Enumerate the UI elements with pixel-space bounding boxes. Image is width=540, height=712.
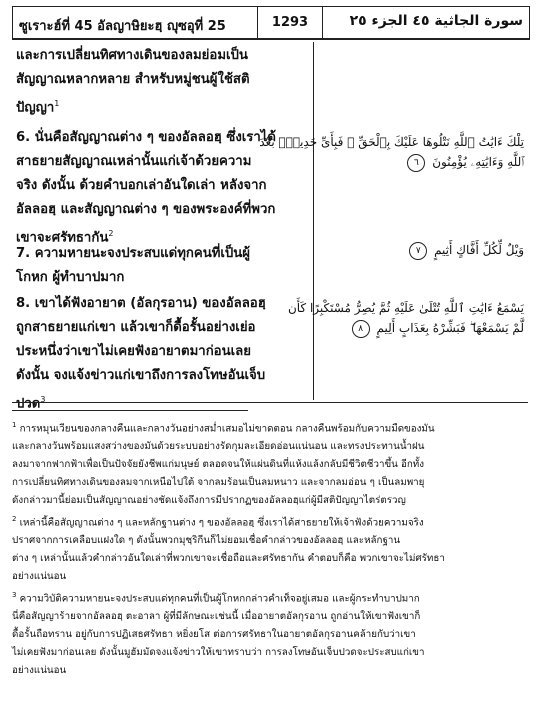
ayah-number-marker: ٦	[407, 154, 425, 172]
footnote-1: $^1$ การหมุนเวียนของกลางคืนและกลางวันอย่างสม่ำเสมอไม่ขาดตอน กลางคืนพร้อมกับความมืดของมัน และกลางวันพร้อมแสงสว่างของมันด้วยระบบอย่างรัดกุมละเอียดอ่อนแน่นอน และทรงประทานน้ำฝน ลงมาจากฟากฟ้าเพื่อเป็นปัจจัยยังชีพแก่มนุษย์ ตลอดจนให้แผ่นดินที่แห้งแล้งกลับมีชีวิตชีวาขึ้น อีกทั้ง การเปลี่ยนทิศทางเดินของลมจากเหนือไปใต้ จากลมร้อนเป็นลมหนาว และจากลมอ่อน ๆ เป็นลมพายุ ดังกล่าวมานี้ย่อมเป็นสัญญาณอย่างชัดแจ้งถึงการมีปรากฏของอัลลอฮฺแก่ผู้มีสติปัญญาไตร่ตรวญ	[12, 421, 435, 507]
header-surah-thai: ซูเราะฮ์ที่ 45 อัลญาษิยะฮฺ ญุซอุที่ 25	[19, 19, 226, 34]
verse-line: ดังนั้น จงแจ้งข่าวแก่เขาถึงการลงโทษอันเจ็บ	[16, 368, 266, 383]
footnote-ref[interactable]: 3	[40, 395, 46, 404]
page-number: 1293	[257, 7, 323, 39]
verse-line: โกหก ผู้ทำบาปมาก	[16, 270, 125, 285]
footnote-rule	[12, 410, 248, 411]
footnote-number: 2	[12, 515, 17, 523]
thai-translation-column	[12, 42, 314, 412]
arabic-line: تِلْكَ ءَايَٰتُ ٱللَّهِ نَتْلُوهَا عَلَيْكَ بِٱلْحَقِّ ۖ فَبِأَىِّ حَدِيثٍۭ بَعْدَ	[259, 135, 524, 149]
verse-line: เขาจะศรัทธากัน$^2$	[16, 229, 114, 246]
arabic-verse-7	[324, 240, 524, 260]
footnote-3: $^3$ ความวิบัติความหายนะจงประสบแด่ทุกคนที่เป็นผู้โกหกกล่าวคำเท็จอยู่เสมอ และผู้กระทำบาปมาก นี่คือสัญญาร้ายจากอัลลอฮฺ ตะอาลา ผู้ที่มีลักษณะเช่นนี้ เมื่ออายาตอัลกุรอาน ถูกอ่านให้เขาฟังเขาก็ ดื้อรั้นถือทราน อยู่กับการปฏิเสธศรัทธา หยิ่งยโส ต่อการศรัทธาในอายาตอัลกุรอานคล้ายกับว่าเขา ไม่เคยฟังมาก่อนเลย ดังนั้นมูฮัมมัดจงแจ้งข่าวให้เขาทราบว่า การลงโทษอันเจ็บปวดจะประสบแก่เขา อย่างแน่นอน	[12, 591, 425, 677]
verse-line: ปัญญา$^1$	[16, 99, 60, 116]
verse-line: 7. ความหายนะจงประสบแด่ทุกคนที่เป็นผู้	[16, 246, 251, 261]
arabic-verse-8	[287, 298, 524, 338]
verse-line: สัญญาณหลากหลาย สำหรับหมู่ชนผู้ใช้สติ	[16, 72, 250, 87]
footnote-number: 3	[12, 591, 17, 599]
body-divider	[12, 402, 528, 403]
verse-line: 8. เขาได้ฟังอายาต (อัลกุรอาน) ของอัลลอฮฺ	[16, 296, 266, 311]
arabic-line: ٱللَّهِ وَءَايَٰتِهِۦ يُؤْمِنُونَ ٦	[324, 152, 524, 172]
verse-line: ปวด$^3$	[16, 395, 46, 412]
verse-line: ถูกสาธยายแก่เขา แล้วเขาก็ดื้อรั้นอย่างเย่อ	[16, 320, 256, 335]
verse-line: ประหนึ่งว่าเขาไม่เคยฟังอายาตมาก่อนเลย	[16, 344, 251, 359]
verse-line: จริง ดังนั้น ด้วยคำบอกเล่าอันใดเล่า หลังจาก	[16, 178, 267, 193]
arabic-line: لَّمْ يَسْمَعْهَا ۖ فَبَشِّرْهُ بِعَذَابٍ أَلِيمٍ ٨	[324, 318, 524, 338]
footnote-number: 1	[12, 421, 17, 429]
verse-line: 6. นั่นคือสัญญาณต่าง ๆ ของอัลลอฮฺ ซึ่งเราได้	[16, 130, 276, 145]
arabic-verse-6	[259, 132, 524, 172]
arabic-line: وَيْلٌ لِّكُلِّ أَفَّاكٍ أَثِيمٍ ٧	[324, 240, 524, 260]
footnote-ref[interactable]: 2	[108, 229, 114, 238]
verse-5-continuation	[16, 44, 308, 120]
verse-7	[16, 242, 308, 290]
header-surah-arabic: سورة الجاثية ٤٥ الجزء ٢٥	[349, 13, 523, 29]
verse-line: สาธยายสัญญาณเหล่านั้นแก่เจ้าด้วยความ	[16, 154, 252, 169]
verse-line: และการเปลี่ยนทิศทางเดินของลมย่อมเป็น	[16, 48, 248, 63]
page	[12, 6, 532, 706]
arabic-line: يَسْمَعُ ءَايَٰتِ ٱللَّهِ تُتْلَىٰ عَلَيْهِ ثُمَّ يُصِرُّ مُسْتَكْبِرًا كَأَن	[287, 301, 524, 315]
ayah-number-marker: ٨	[352, 320, 370, 338]
verse-line: อัลลอฮฺ และสัญญาณต่าง ๆ ของพระองค์ที่พวก	[16, 202, 276, 217]
footnote-ref[interactable]: 1	[54, 99, 60, 108]
page-header	[12, 6, 530, 40]
ayah-number-marker: ٧	[409, 242, 427, 260]
arabic-text-column	[259, 42, 530, 400]
footnote-2: $^2$ เหล่านี้คือสัญญาณต่าง ๆ และหลักฐานต่าง ๆ ของอัลลอฮฺ ซึ่งเราได้สาธยายให้เจ้าฟังด้วยความจริง ปราศจากการเคลือบแฝงใด ๆ ดังนั้นพวกมุชฺริกีนก็ไม่ยอมเชื่อคำกล่าวของอัลลอฮฺ และหลักฐาน ต่าง ๆ เหล่านั้นแล้วคำกล่าวอันใดเล่าที่พวกเขาจะเชื่อถือและศรัทธากัน คำตอบก็คือ พวกเขาจะไม่ศรัทธา อย่างแน่นอน	[12, 515, 445, 583]
verse-8	[16, 292, 308, 416]
